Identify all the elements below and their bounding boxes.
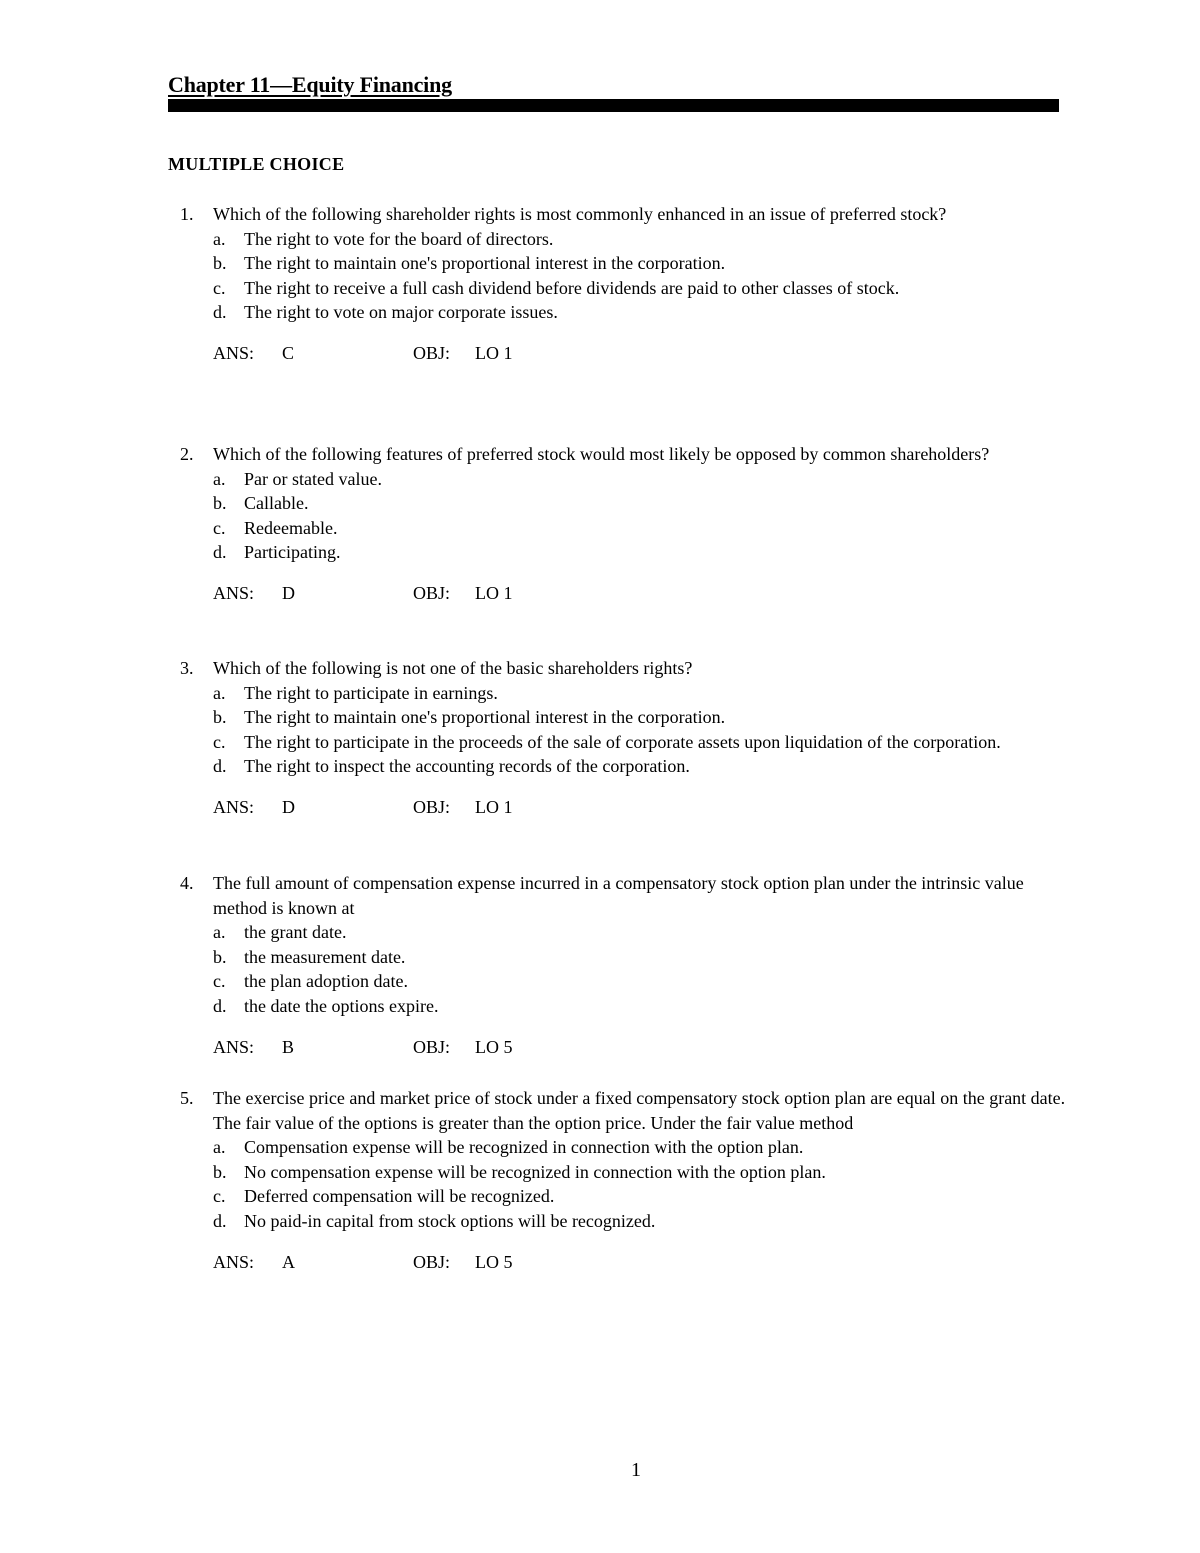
question-1 xyxy=(168,202,1068,366)
option-letter: c. xyxy=(213,517,226,538)
question-number: 4. xyxy=(180,873,194,893)
option-letter: a. xyxy=(213,468,226,489)
option-letter: b. xyxy=(213,1161,227,1182)
option-d xyxy=(213,540,1068,565)
question-4 xyxy=(168,871,1068,1059)
answer-label: ANS: xyxy=(213,1251,255,1272)
answer-label: ANS: xyxy=(213,342,255,363)
answer-line xyxy=(213,1035,1068,1060)
chapter-title: Chapter 11—Equity Financing xyxy=(168,72,452,97)
option-d xyxy=(213,994,1068,1019)
option-text: Deferred compensation will be recognized. xyxy=(244,1186,555,1207)
option-letter: b. xyxy=(213,493,227,514)
option-text: The right to participate in earnings. xyxy=(244,682,498,703)
option-text: The right to maintain one's proportional interest in the corporation. xyxy=(244,253,726,274)
objective-label: OBJ: xyxy=(413,342,451,363)
option-d xyxy=(213,1209,1068,1234)
option-text: Participating. xyxy=(244,542,341,563)
section-heading: MULTIPLE CHOICE xyxy=(168,154,345,174)
option-letter: d. xyxy=(213,995,227,1016)
option-letter: a. xyxy=(213,922,226,943)
option-a xyxy=(213,1135,1068,1160)
answer-line xyxy=(213,341,1068,366)
objective-label: OBJ: xyxy=(413,1251,451,1272)
option-letter: b. xyxy=(213,707,227,728)
answer-value: C xyxy=(282,342,295,363)
question-3 xyxy=(168,656,1068,820)
answer-line xyxy=(213,581,1068,606)
option-a xyxy=(213,467,1068,492)
option-letter: c. xyxy=(213,971,226,992)
question-5 xyxy=(168,1086,1068,1274)
objective-value: LO 1 xyxy=(475,796,513,817)
question-text: Which of the following features of preferred stock would most likely be opposed by common shareholders? xyxy=(213,444,990,464)
option-c xyxy=(213,969,1068,994)
option-text: the date the options expire. xyxy=(244,995,439,1016)
option-letter: a. xyxy=(213,228,226,249)
option-c xyxy=(213,730,1068,755)
option-text: Redeemable. xyxy=(244,517,338,538)
answer-value: A xyxy=(282,1251,295,1272)
objective-value: LO 5 xyxy=(475,1036,513,1057)
answer-value: D xyxy=(282,582,295,603)
option-letter: a. xyxy=(213,682,226,703)
question-number: 5. xyxy=(180,1088,194,1108)
question-number: 1. xyxy=(180,204,194,224)
option-c xyxy=(213,516,1068,541)
option-text: Callable. xyxy=(244,493,309,514)
option-a xyxy=(213,681,1068,706)
page-number: 1 xyxy=(631,1459,641,1481)
option-text: Compensation expense will be recognized in connection with the option plan. xyxy=(244,1137,804,1158)
option-b xyxy=(213,705,1068,730)
option-text: The right to inspect the accounting records of the corporation. xyxy=(244,756,690,777)
option-text: The right to maintain one's proportional interest in the corporation. xyxy=(244,707,726,728)
title-rule xyxy=(168,99,1059,112)
option-text: the grant date. xyxy=(244,922,347,943)
objective-label: OBJ: xyxy=(413,582,451,603)
question-number: 3. xyxy=(180,658,194,678)
answer-line xyxy=(213,1250,1068,1275)
objective-value: LO 1 xyxy=(475,582,513,603)
answer-label: ANS: xyxy=(213,796,255,817)
option-b xyxy=(213,945,1068,970)
question-2 xyxy=(168,442,1068,606)
option-b xyxy=(213,491,1068,516)
option-letter: a. xyxy=(213,1137,226,1158)
option-letter: c. xyxy=(213,731,226,752)
option-letter: d. xyxy=(213,1210,227,1231)
answer-value: D xyxy=(282,796,295,817)
answer-label: ANS: xyxy=(213,1036,255,1057)
question-text: The exercise price and market price of stock under a fixed compensatory stock option plan are equal on the grant date. The fair value of the options is greater than the option price. Under the fair value method xyxy=(213,1088,1066,1133)
option-c xyxy=(213,1184,1068,1209)
option-text: The right to participate in the proceeds of the sale of corporate assets upon liquidation of the corporation. xyxy=(244,731,1001,752)
objective-label: OBJ: xyxy=(413,1036,451,1057)
option-b xyxy=(213,251,1068,276)
objective-value: LO 5 xyxy=(475,1251,513,1272)
option-a xyxy=(213,920,1068,945)
question-text: The full amount of compensation expense incurred in a compensatory stock option plan under the intrinsic value method is known at xyxy=(213,873,1024,918)
option-letter: d. xyxy=(213,302,227,323)
option-letter: c. xyxy=(213,277,226,298)
option-text: Par or stated value. xyxy=(244,468,382,489)
option-text: The right to vote for the board of directors. xyxy=(244,228,554,249)
option-a xyxy=(213,227,1068,252)
option-letter: b. xyxy=(213,253,227,274)
option-d xyxy=(213,300,1068,325)
option-text: No compensation expense will be recognized in connection with the option plan. xyxy=(244,1161,826,1182)
answer-label: ANS: xyxy=(213,582,255,603)
option-text: No paid-in capital from stock options will be recognized. xyxy=(244,1210,656,1231)
answer-line xyxy=(213,795,1068,820)
option-c xyxy=(213,276,1068,301)
option-text: The right to vote on major corporate issues. xyxy=(244,302,558,323)
option-letter: d. xyxy=(213,756,227,777)
question-text: Which of the following shareholder rights is most commonly enhanced in an issue of preferred stock? xyxy=(213,204,947,224)
objective-value: LO 1 xyxy=(475,342,513,363)
option-letter: d. xyxy=(213,542,227,563)
question-text: Which of the following is not one of the basic shareholders rights? xyxy=(213,658,693,678)
option-text: The right to receive a full cash dividend before dividends are paid to other classes of stock. xyxy=(244,277,900,298)
answer-value: B xyxy=(282,1036,295,1057)
option-letter: c. xyxy=(213,1186,226,1207)
option-text: the measurement date. xyxy=(244,946,406,967)
option-b xyxy=(213,1160,1068,1185)
option-letter: b. xyxy=(213,946,227,967)
objective-label: OBJ: xyxy=(413,796,451,817)
option-text: the plan adoption date. xyxy=(244,971,408,992)
question-number: 2. xyxy=(180,444,194,464)
option-d xyxy=(213,754,1068,779)
